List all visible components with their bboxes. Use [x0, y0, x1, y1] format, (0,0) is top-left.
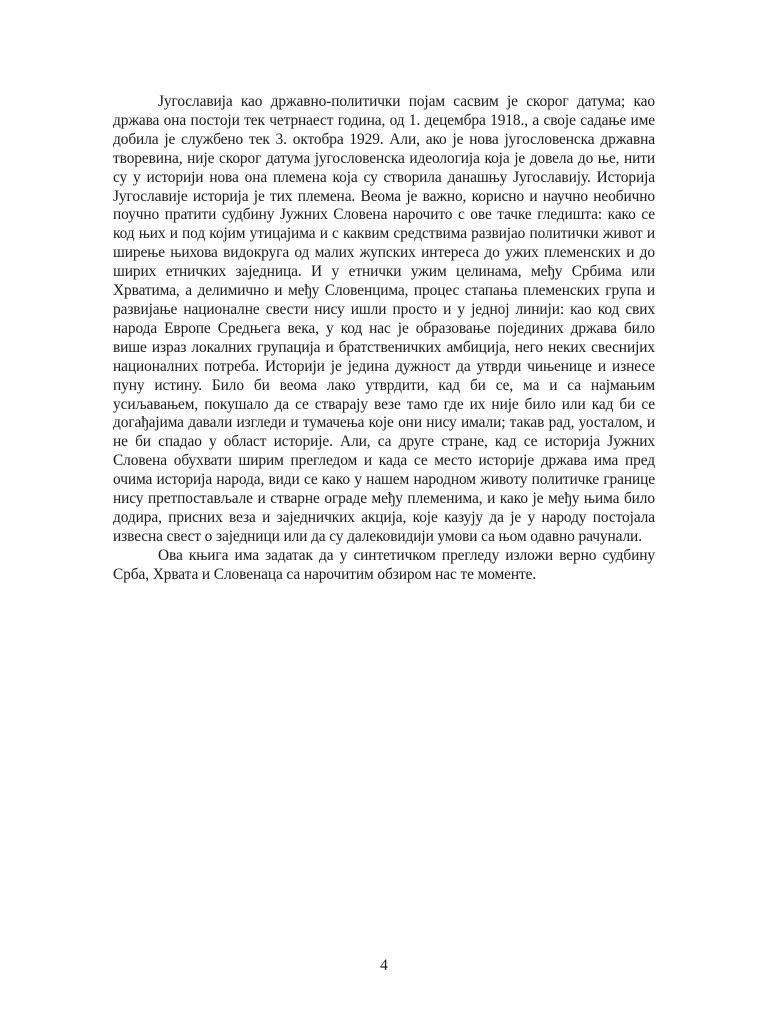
page-number: 4 [380, 957, 388, 974]
paragraph-2: Ова књига има задатак да у синтетичком прегледу изложи верно судбину Срба, Хрвата и Словенаца са нарочитим обзиром нас те моменте. [113, 546, 655, 583]
paragraph-1: Југославија као државно-политички појам сасвим је скорог датума; као држава она постоји тек четрнаест година, од 1. децембра 1918., а своје садање име добила је службено тек 3. октобра 1929. Али, ако је нова југословенска државна творевина, није скорог датума југословенска идеологија која је довела до ње, нити су у историји нова она племена која су створила данашњу Југославију. Историја Југославије историја је тих племена. Веома је важно, корисно и научно необично поучно пратити судбину Јужних Словена нарочито с ове тачке гледишта: како се код њих и под којим утицајима и с каквим средствима развијао политички живот и ширење њихова видокруга од малих жупских интереса до ужих племенских и до ширих етничких заједница. И у етнички ужим целинама, међу Србима или Хрватима, а делимично и међу Словенцима, процес стапања племенских група и развијање националне свести нису ишли просто и у једној линији: као код свих народа Европе Средњега века, у код нас је образовање појединих држава било више израз локалних групација и братственичких амбиција, него неких свеснијих националних потреба. Историји је једина дужност да утврди чињенице и изнесе пуну истину. Било би веома лако утврдити, кад би се, ма и са најмањим усиљавањем, покушало да се стварају везе тамо где их није било или кад би се догађајима давали изгледи и тумачења које они нису имали; такав рад, уосталом, и не би спадао у област историје. Али, са друге стране, кад се историја Јужних Словена обухвати ширим прегледом и када се место историје држава има пред очима историја народа, види се како у нашем народном животу политичке границе нису претпостављале и стварне ограде међу племенима, и како је међу њима било додира, присних веза и заједничких акција, које казују да је у народу постојала извесна свест о заједници или да су далековидији умови са њом одавно рачунали. [113, 93, 655, 545]
body-text [113, 93, 655, 585]
